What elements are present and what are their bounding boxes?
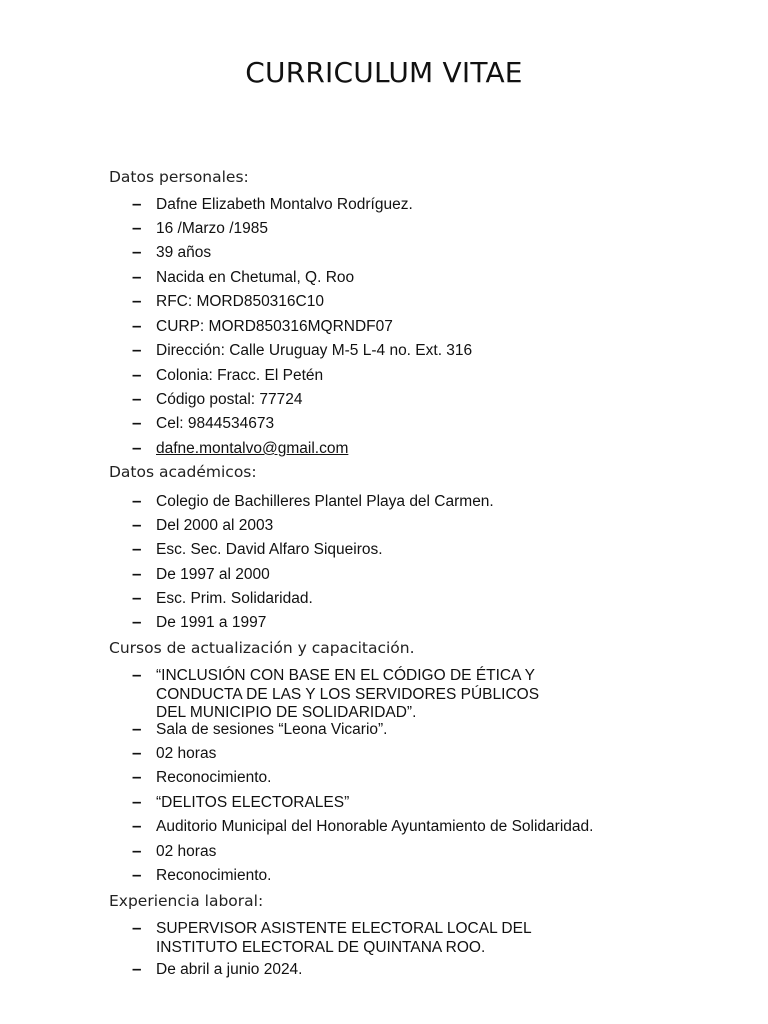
list-item — [132, 867, 652, 886]
list-item — [132, 566, 652, 585]
list-item — [132, 667, 652, 723]
item-text: Dafne Elizabeth Montalvo Rodríguez. — [156, 196, 413, 213]
dash-bullet-icon: – — [132, 267, 142, 286]
dash-bullet-icon: – — [132, 389, 142, 408]
list-item — [132, 794, 652, 813]
list-item — [132, 293, 652, 312]
dash-bullet-icon: – — [132, 194, 142, 213]
dash-bullet-icon: – — [132, 665, 142, 684]
dash-bullet-icon: – — [132, 564, 142, 583]
list-item — [132, 244, 652, 263]
list-item — [132, 415, 652, 434]
list-item — [132, 269, 652, 288]
section-heading-academic: Datos académicos: — [109, 463, 257, 481]
list-item — [132, 721, 652, 740]
list-item — [132, 920, 652, 957]
dash-bullet-icon: – — [132, 959, 142, 978]
section-heading-personal: Datos personales: — [109, 168, 249, 186]
item-text: Nacida en Chetumal, Q. Roo — [156, 269, 355, 286]
item-text: De 1991 a 1997 — [156, 614, 267, 631]
item-text: Sala de sesiones “Leona Vicario”. — [156, 721, 388, 738]
dash-bullet-icon: – — [132, 743, 142, 762]
item-text: 02 horas — [156, 843, 217, 860]
item-text: Esc. Sec. David Alfaro Siqueiros. — [156, 541, 383, 558]
item-text: Dirección: Calle Uruguay M-5 L-4 no. Ext. 316 — [156, 342, 473, 359]
item-text: Código postal: 77724 — [156, 391, 303, 408]
list-item — [132, 843, 652, 862]
dash-bullet-icon: – — [132, 816, 142, 835]
section-heading-experience: Experiencia laboral: — [109, 892, 264, 910]
dash-bullet-icon: – — [132, 438, 142, 457]
email-link[interactable]: dafne.montalvo@gmail.com — [156, 440, 349, 457]
list-item — [132, 342, 652, 361]
item-text: “DELITOS ELECTORALES” — [156, 794, 350, 811]
item-text: 02 horas — [156, 745, 217, 762]
dash-bullet-icon: – — [132, 865, 142, 884]
dash-bullet-icon: – — [132, 588, 142, 607]
section-heading-courses: Cursos de actualización y capacitación. — [109, 639, 415, 657]
item-text: RFC: MORD850316C10 — [156, 293, 324, 310]
item-text: SUPERVISOR ASISTENTE ELECTORAL LOCAL DEL INSTITUTO ELECTORAL DE QUINTANA ROO. — [156, 920, 532, 956]
list-item — [132, 541, 652, 560]
list-item — [132, 440, 652, 459]
item-text: Auditorio Municipal del Honorable Ayuntamiento de Solidaridad. — [156, 818, 594, 835]
list-item — [132, 614, 652, 633]
dash-bullet-icon: – — [132, 413, 142, 432]
dash-bullet-icon: – — [132, 218, 142, 237]
item-text: Cel: 9844534673 — [156, 415, 275, 432]
list-item — [132, 745, 652, 764]
list-item — [132, 318, 652, 337]
list-item — [132, 961, 652, 980]
dash-bullet-icon: – — [132, 491, 142, 510]
item-text: CURP: MORD850316MQRNDF07 — [156, 318, 393, 335]
item-text: Colegio de Bachilleres Plantel Playa del Carmen. — [156, 493, 494, 510]
dash-bullet-icon: – — [132, 242, 142, 261]
list-item — [132, 493, 652, 512]
list-item — [132, 391, 652, 410]
item-text: Reconocimiento. — [156, 867, 272, 884]
dash-bullet-icon: – — [132, 365, 142, 384]
item-text: Del 2000 al 2003 — [156, 517, 274, 534]
dash-bullet-icon: – — [132, 841, 142, 860]
list-item — [132, 517, 652, 536]
list-item — [132, 590, 652, 609]
item-text: “INCLUSIÓN CON BASE EN EL CÓDIGO DE ÉTICA Y CONDUCTA DE LAS Y LOS SERVIDORES PÚBLICOS DEL MUNICIPIO DE SOLIDARIDAD”. — [156, 667, 540, 721]
document-title: CURRICULUM VITAE — [245, 56, 523, 89]
item-text: 39 años — [156, 244, 212, 261]
dash-bullet-icon: – — [132, 719, 142, 738]
item-text: Reconocimiento. — [156, 769, 272, 786]
dash-bullet-icon: – — [132, 918, 142, 937]
dash-bullet-icon: – — [132, 539, 142, 558]
item-text: De 1997 al 2000 — [156, 566, 270, 583]
dash-bullet-icon: – — [132, 767, 142, 786]
list-item — [132, 220, 652, 239]
dash-bullet-icon: – — [132, 515, 142, 534]
list-item — [132, 196, 652, 215]
dash-bullet-icon: – — [132, 340, 142, 359]
item-text: Esc. Prim. Solidaridad. — [156, 590, 313, 607]
dash-bullet-icon: – — [132, 792, 142, 811]
list-item — [132, 818, 652, 837]
list-item — [132, 367, 652, 386]
dash-bullet-icon: – — [132, 316, 142, 335]
item-text: Colonia: Fracc. El Petén — [156, 367, 324, 384]
dash-bullet-icon: – — [132, 612, 142, 631]
dash-bullet-icon: – — [132, 291, 142, 310]
item-text: 16 /Marzo /1985 — [156, 220, 269, 237]
list-item — [132, 769, 652, 788]
item-text: De abril a junio 2024. — [156, 961, 303, 978]
